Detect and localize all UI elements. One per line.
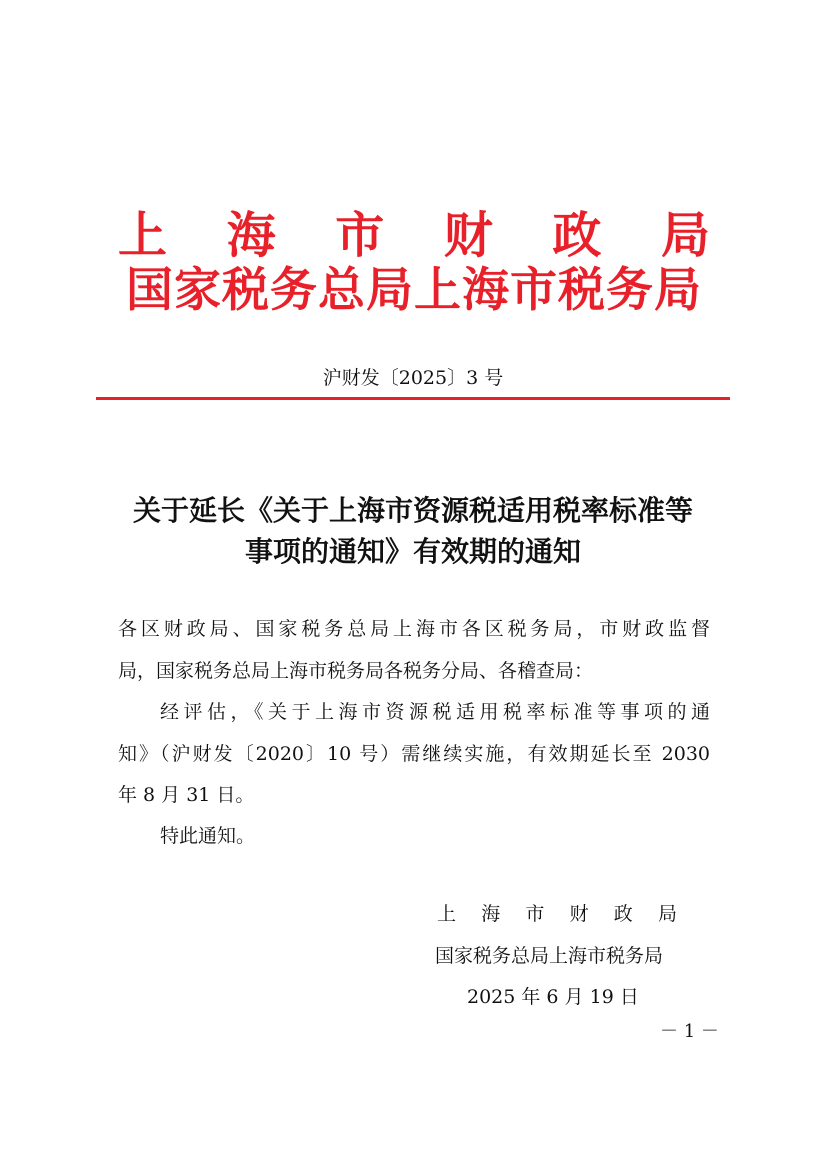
recipients-line-1: 各区财政局、国家税务总局上海市各区税务局，市财政监督 [118, 618, 710, 640]
document-title-line-1: 关于延长《关于上海市资源税适用税率标准等 [132, 494, 693, 527]
recipients-line-2: 局，国家税务总局上海市税务局各税务分局、各稽查局： [118, 660, 594, 682]
signature-issuer-1 [437, 900, 677, 928]
body-paragraph-line-1: 经评估，《关于上海市资源税适用税率标准等事项的通 [160, 701, 710, 723]
signature-char: 局 [657, 903, 677, 925]
issuer-header-char: 政 [552, 207, 602, 264]
issuer-header-char: 海 [226, 207, 276, 264]
signature-char: 财 [569, 903, 589, 925]
closing-text: 特此通知。 [160, 825, 256, 847]
issuer-header-char: 局 [660, 207, 710, 264]
signature-date: 2025 年 6 月 19 日 [467, 986, 639, 1008]
issuer-header-line-2: 国家税务总局上海市税务局 [126, 263, 702, 318]
issuer-header-char: 财 [443, 207, 493, 264]
issuer-header-char: 市 [335, 207, 385, 264]
signature-char: 海 [481, 903, 501, 925]
document-number: 沪财发〔2025〕3 号 [322, 367, 504, 389]
signature-issuer-2: 国家税务总局上海市税务局 [435, 945, 664, 967]
issuer-header-line-1 [118, 208, 710, 264]
red-divider-rule [96, 397, 730, 400]
document-title-line-2: 事项的通知》有效期的通知 [244, 535, 581, 568]
signature-char: 市 [525, 903, 545, 925]
body-paragraph-line-2: 知》（沪财发〔2020〕10 号）需继续实施，有效期延长至 2030 [118, 743, 710, 765]
signature-char: 政 [613, 903, 633, 925]
page-number: － 1 － [660, 1021, 719, 1042]
signature-char: 上 [437, 903, 457, 925]
body-paragraph-line-3: 年 8 月 31 日。 [118, 784, 255, 806]
issuer-header-char: 上 [118, 207, 168, 264]
